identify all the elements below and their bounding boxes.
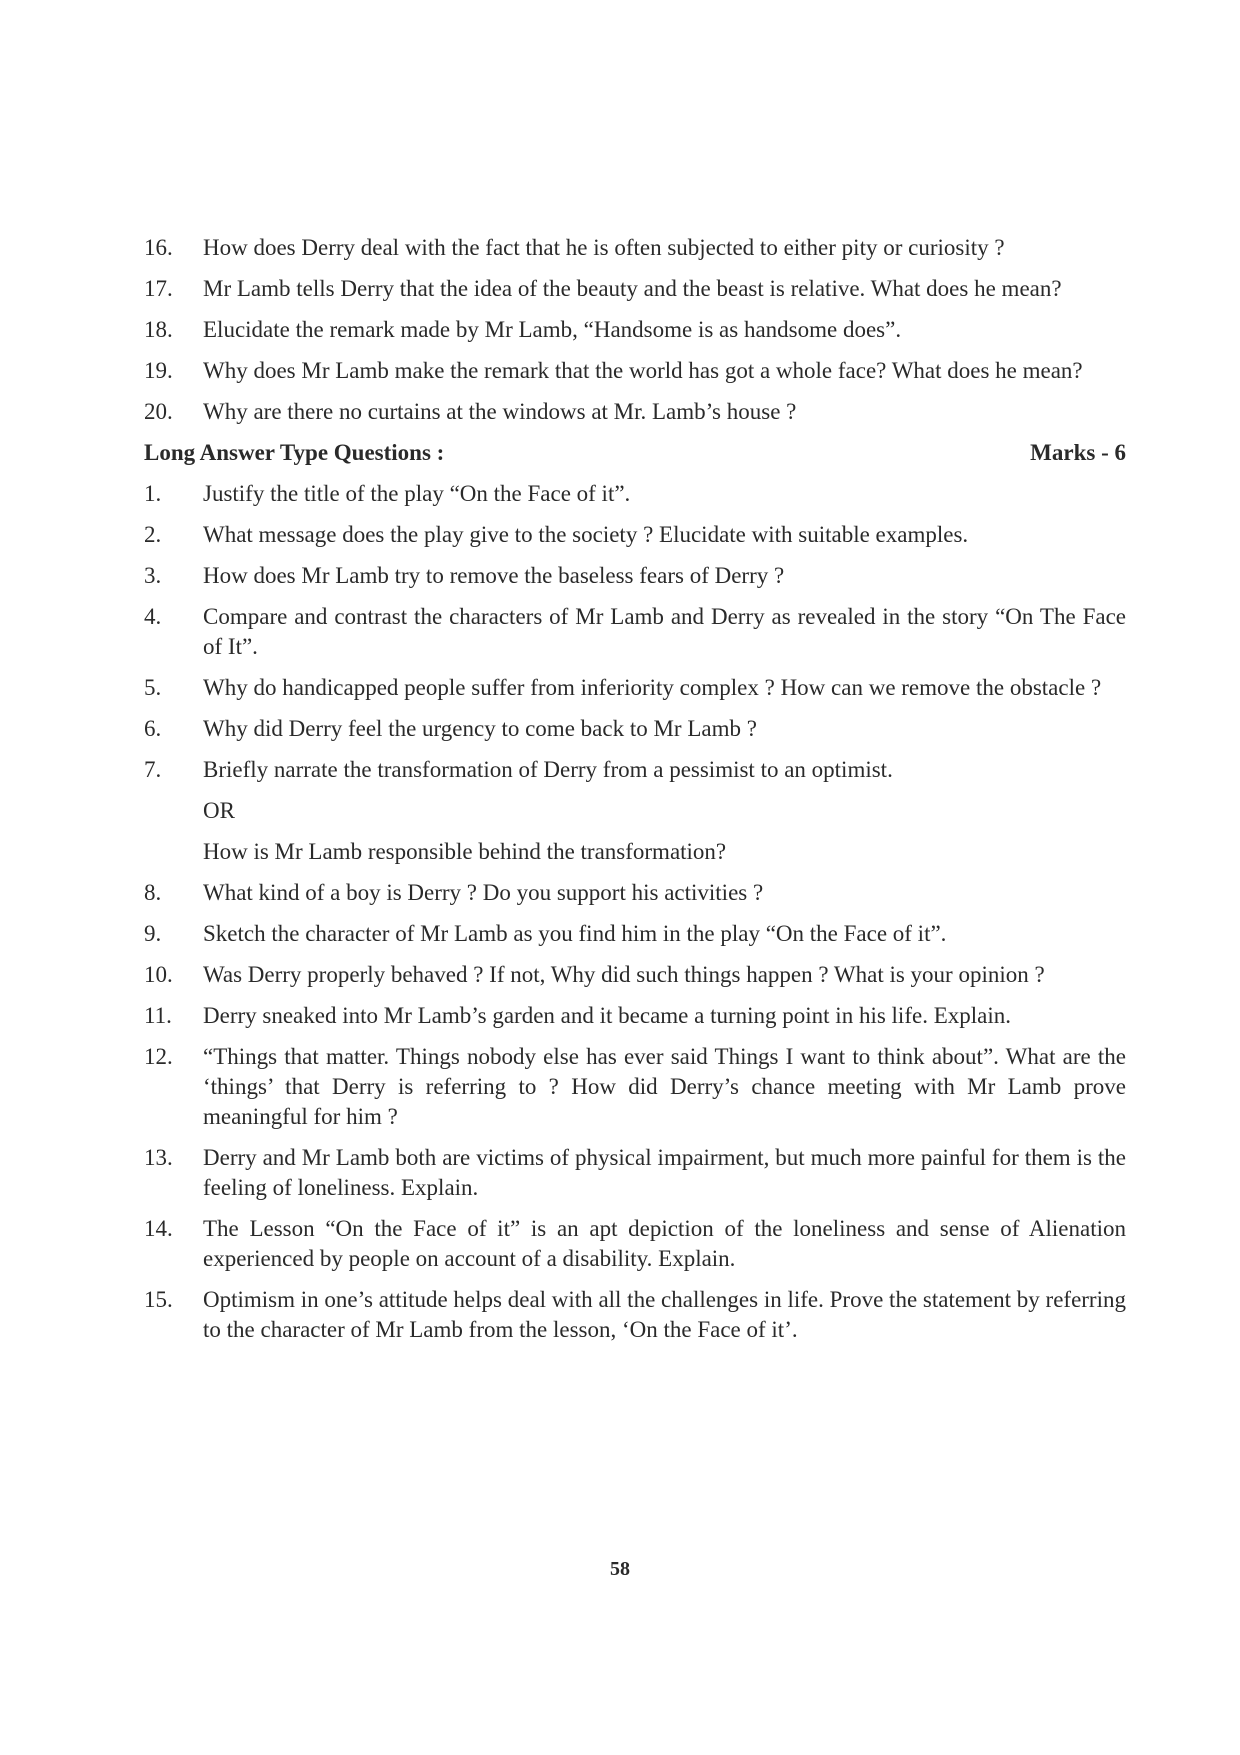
question-text: What kind of a boy is Derry ? Do you support his activities ? — [203, 880, 764, 905]
question-text: Why do handicapped people suffer from inferiority complex ? How can we remove the obstacle ? — [203, 675, 1102, 700]
or-label: OR — [203, 798, 235, 823]
question-17 — [144, 274, 1126, 304]
long-question-10 — [144, 960, 1126, 990]
alternative-question: How is Mr Lamb responsible behind the transformation? — [203, 839, 727, 864]
page-content — [144, 233, 1126, 1356]
question-text: Why does Mr Lamb make the remark that the world has got a whole face? What does he mean? — [203, 358, 1083, 383]
long-question-1 — [144, 479, 1126, 509]
question-19 — [144, 356, 1126, 386]
question-text: Mr Lamb tells Derry that the idea of the beauty and the beast is relative. What does he mean? — [203, 276, 1062, 301]
long-question-13 — [144, 1143, 1126, 1203]
long-question-3 — [144, 561, 1126, 591]
question-16 — [144, 233, 1126, 263]
long-question-8 — [144, 878, 1126, 908]
question-text: What message does the play give to the society ? Elucidate with suitable examples. — [203, 522, 969, 547]
question-number: 10. — [144, 962, 173, 987]
question-number: 13. — [144, 1145, 173, 1170]
question-number: 12. — [144, 1044, 173, 1069]
long-question-2 — [144, 520, 1126, 550]
question-number: 18. — [144, 317, 173, 342]
question-text: How does Mr Lamb try to remove the baseless fears of Derry ? — [203, 563, 785, 588]
question-text: Justify the title of the play “On the Face of it”. — [203, 481, 631, 506]
section-title: Long Answer Type Questions : — [144, 440, 445, 465]
question-number: 17. — [144, 276, 173, 301]
question-number: 16. — [144, 235, 173, 260]
long-question-15 — [144, 1285, 1126, 1345]
question-text: “Things that matter. Things nobody else has ever said Things I want to think about”. What are the ‘things’ that Derry is referring to ? How did Derry’s chance meeting with Mr Lamb prove meaningful for him ? — [203, 1044, 1126, 1129]
question-number: 15. — [144, 1287, 173, 1312]
section-heading — [144, 438, 1126, 468]
question-number: 2. — [144, 522, 162, 547]
question-text: Sketch the character of Mr Lamb as you find him in the play “On the Face of it”. — [203, 921, 947, 946]
question-text: Why did Derry feel the urgency to come back to Mr Lamb ? — [203, 716, 757, 741]
question-text: The Lesson “On the Face of it” is an apt depiction of the loneliness and sense of Alienation experienced by people on account of a disability. Explain. — [203, 1216, 1126, 1271]
long-question-5 — [144, 673, 1126, 703]
question-number: 4. — [144, 604, 162, 629]
question-number: 11. — [144, 1003, 172, 1028]
long-question-11 — [144, 1001, 1126, 1031]
long-question-9 — [144, 919, 1126, 949]
question-number: 14. — [144, 1216, 173, 1241]
question-18 — [144, 315, 1126, 345]
long-question-6 — [144, 714, 1126, 744]
question-20 — [144, 397, 1126, 427]
question-text: Compare and contrast the characters of Mr Lamb and Derry as revealed in the story “On The Face of It”. — [203, 604, 1126, 659]
section-marks: Marks - 6 — [1030, 440, 1126, 465]
long-question-12 — [144, 1042, 1126, 1132]
question-number: 6. — [144, 716, 162, 741]
question-text: Why are there no curtains at the windows at Mr. Lamb’s house ? — [203, 399, 797, 424]
question-text: Optimism in one’s attitude helps deal with all the challenges in life. Prove the statement by referring to the character of Mr Lamb from the lesson, ‘On the Face of it’. — [203, 1287, 1126, 1342]
question-number: 3. — [144, 563, 162, 588]
question-text: Derry and Mr Lamb both are victims of physical impairment, but much more painful for them is the feeling of loneliness. Explain. — [203, 1145, 1126, 1200]
question-text: Elucidate the remark made by Mr Lamb, “Handsome is as handsome does”. — [203, 317, 902, 342]
long-question-7 — [144, 755, 1126, 785]
question-number: 1. — [144, 481, 162, 506]
question-number: 7. — [144, 757, 162, 782]
page-number: 58 — [610, 1558, 630, 1580]
question-number: 5. — [144, 675, 162, 700]
question-text: Was Derry properly behaved ? If not, Why did such things happen ? What is your opinion ? — [203, 962, 1045, 987]
long-question-4 — [144, 602, 1126, 662]
question-number: 20. — [144, 399, 173, 424]
question-text: Briefly narrate the transformation of Derry from a pessimist to an optimist. — [203, 757, 893, 782]
question-text: How does Derry deal with the fact that he is often subjected to either pity or curiosity ? — [203, 235, 1005, 260]
question-number: 8. — [144, 880, 162, 905]
question-text: Derry sneaked into Mr Lamb’s garden and it became a turning point in his life. Explain. — [203, 1003, 1011, 1028]
question-number: 19. — [144, 358, 173, 383]
long-question-14 — [144, 1214, 1126, 1274]
question-number: 9. — [144, 921, 162, 946]
